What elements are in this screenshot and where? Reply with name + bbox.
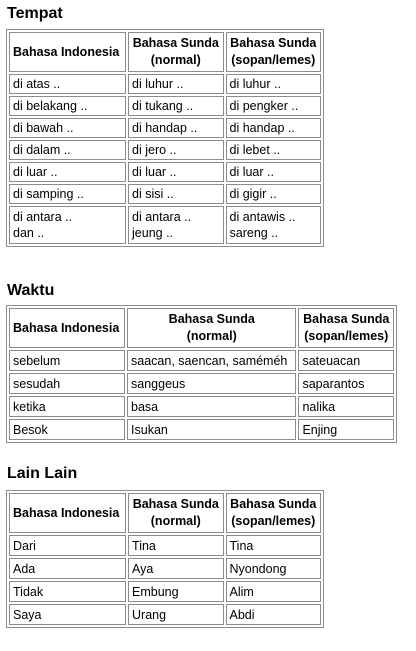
vocab-table-waktu (6, 305, 397, 443)
table-cell (9, 140, 126, 160)
cell-line: di luar .. (229, 165, 274, 179)
cell-line: Nyondong (229, 561, 287, 576)
cell-line: di samping .. (13, 187, 84, 201)
cell-line: sesudah (13, 376, 61, 391)
table-row (9, 604, 321, 625)
header-line: Bahasa Sunda (230, 36, 317, 50)
table-row (9, 118, 321, 138)
header-line: (sopan/lemes) (231, 53, 316, 67)
table-cell (226, 162, 322, 182)
header-cell (226, 493, 322, 533)
cell-line: di antara .. (132, 210, 192, 224)
table-row (9, 396, 394, 417)
table-cell (9, 558, 126, 579)
table-cell (127, 419, 296, 440)
table-row (9, 162, 321, 182)
table-row (9, 535, 321, 556)
table-cell (9, 184, 126, 204)
cell-line: Tina (229, 538, 254, 553)
table-cell (298, 419, 394, 440)
header-line: Bahasa Sunda (168, 312, 255, 326)
table-cell (9, 74, 126, 94)
table-cell (128, 581, 223, 602)
table-cell (9, 396, 125, 417)
cell-line: Tidak (13, 584, 44, 599)
cell-line: sebelum (13, 353, 61, 368)
cell-line: sateuacan (302, 353, 361, 368)
table-cell (128, 74, 223, 94)
table-cell (226, 96, 322, 116)
cell-line: di antara .. (13, 210, 73, 224)
table-cell (128, 184, 223, 204)
cell-line: saparantos (302, 376, 365, 391)
table-row (9, 419, 394, 440)
table-row (9, 373, 394, 394)
table-cell (9, 206, 126, 244)
cell-line: di luhur .. (132, 77, 184, 91)
cell-line: Abdi (229, 607, 255, 622)
cell-line: saacan, saencan, saméméh (131, 353, 288, 368)
table-cell (298, 396, 394, 417)
table-cell (9, 581, 126, 602)
header-cell (128, 493, 223, 533)
cell-line: di luar .. (13, 165, 58, 179)
table-row (9, 96, 321, 116)
header-line: (sopan/lemes) (304, 329, 389, 343)
table-row (9, 140, 321, 160)
table-cell (9, 350, 125, 371)
header-cell (9, 308, 125, 348)
header-line: (sopan/lemes) (231, 514, 316, 528)
cell-line: sareng .. (229, 226, 279, 240)
header-line: (normal) (186, 329, 237, 343)
table-cell (9, 419, 125, 440)
table-cell (9, 604, 126, 625)
table-cell (226, 604, 322, 625)
table-row (9, 581, 321, 602)
cell-line: Isukan (131, 422, 168, 437)
table-cell (127, 350, 296, 371)
table-cell (226, 184, 322, 204)
section-title-tempat: Tempat (7, 5, 63, 22)
cell-line: di luhur .. (229, 77, 281, 91)
cell-line: dan .. (13, 226, 45, 240)
cell-line: di handap .. (229, 121, 295, 135)
cell-line: Dari (13, 538, 36, 553)
cell-line: Ada (13, 561, 36, 576)
header-cell (128, 32, 223, 72)
table-cell (9, 535, 126, 556)
cell-line: di luar .. (132, 165, 177, 179)
table-row (9, 206, 321, 244)
header-line: (normal) (150, 514, 201, 528)
cell-line: di tukang .. (132, 99, 194, 113)
table-header-row (9, 493, 321, 533)
table-cell (128, 206, 223, 244)
vocab-table-lain-lain (6, 490, 324, 628)
cell-line: jeung .. (132, 226, 174, 240)
table-cell (128, 96, 223, 116)
table-row (9, 74, 321, 94)
table-cell (226, 118, 322, 138)
table-header-row (9, 308, 394, 348)
table-cell (9, 118, 126, 138)
table-cell (9, 373, 125, 394)
table-cell (298, 373, 394, 394)
table-cell (127, 396, 296, 417)
table-cell (128, 118, 223, 138)
header-cell (226, 32, 322, 72)
header-line: Bahasa Sunda (303, 312, 390, 326)
table-cell (226, 206, 322, 244)
table-row (9, 558, 321, 579)
cell-line: Besok (13, 422, 48, 437)
cell-line: Alim (229, 584, 254, 599)
cell-line: di sisi .. (132, 187, 174, 201)
cell-line: nalika (302, 399, 336, 414)
table-cell (127, 373, 296, 394)
table-cell (9, 96, 126, 116)
cell-line: ketika (13, 399, 46, 414)
cell-line: di gigir .. (229, 187, 277, 201)
cell-line: di jero .. (132, 143, 177, 157)
table-cell (9, 162, 126, 182)
cell-line: di dalam .. (13, 143, 71, 157)
table-cell (226, 535, 322, 556)
cell-line: di lebet .. (229, 143, 281, 157)
vocab-table-tempat (6, 29, 324, 247)
table-cell (226, 581, 322, 602)
header-cell (127, 308, 296, 348)
cell-line: Urang (132, 607, 167, 622)
table-cell (128, 535, 223, 556)
header-line: (normal) (150, 53, 201, 67)
header-line: Bahasa Indonesia (13, 320, 120, 335)
header-line: Bahasa Sunda (132, 36, 219, 50)
table-cell (226, 558, 322, 579)
table-cell (226, 74, 322, 94)
cell-line: Aya (132, 561, 154, 576)
cell-line: di belakang .. (13, 99, 88, 113)
header-line: Bahasa Sunda (230, 497, 317, 511)
header-line: Bahasa Indonesia (13, 44, 120, 59)
cell-line: Embung (132, 584, 179, 599)
cell-line: di atas .. (13, 77, 61, 91)
cell-line: Tina (132, 538, 156, 553)
cell-line: basa (131, 399, 159, 414)
section-title-waktu: Waktu (7, 282, 55, 299)
table-cell (128, 162, 223, 182)
cell-line: di antawis .. (229, 210, 296, 224)
table-cell (128, 558, 223, 579)
cell-line: sanggeus (131, 376, 186, 391)
table-cell (298, 350, 394, 371)
table-header-row (9, 32, 321, 72)
header-cell (9, 493, 126, 533)
table-cell (226, 140, 322, 160)
header-cell (9, 32, 126, 72)
table-row (9, 350, 394, 371)
header-line: Bahasa Indonesia (13, 505, 120, 520)
table-cell (128, 604, 223, 625)
section-title-lain-lain: Lain Lain (7, 465, 78, 482)
cell-line: Enjing (302, 422, 338, 437)
cell-line: Saya (13, 607, 42, 622)
table-row (9, 184, 321, 204)
cell-line: di handap .. (132, 121, 198, 135)
table-cell (128, 140, 223, 160)
header-cell (298, 308, 394, 348)
header-line: Bahasa Sunda (132, 497, 219, 511)
cell-line: di bawah .. (13, 121, 74, 135)
cell-line: di pengker .. (229, 99, 299, 113)
